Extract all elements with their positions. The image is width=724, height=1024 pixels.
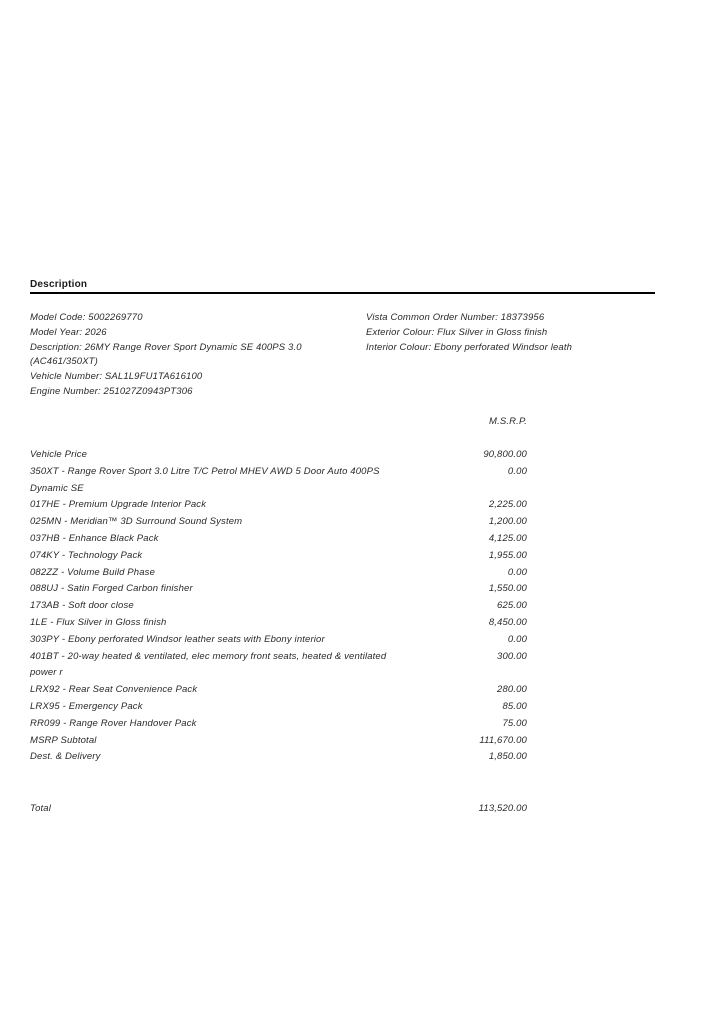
item-description xyxy=(30,699,143,716)
item-amount: 0.00 xyxy=(507,465,527,477)
info-line: Model Year: 2026 xyxy=(30,326,107,338)
pricing-row xyxy=(30,699,527,716)
item-description xyxy=(30,447,87,464)
item-description-line: Vehicle Price xyxy=(30,449,88,460)
item-description-line: 088UJ - Satin Forged Carbon finisher xyxy=(30,583,193,595)
pricing-row xyxy=(30,682,527,699)
item-description xyxy=(30,497,206,514)
item-description xyxy=(30,649,386,683)
item-description xyxy=(30,682,197,699)
pricing-row xyxy=(30,447,527,464)
item-amount: 1,550.00 xyxy=(488,583,527,595)
item-description xyxy=(30,749,101,766)
pricing-row xyxy=(30,598,527,615)
item-amount: 1,955.00 xyxy=(488,549,527,561)
pricing-row xyxy=(30,716,527,733)
item-amount: 300.00 xyxy=(497,650,527,662)
info-line: Engine Number: 251027Z0943PT306 xyxy=(30,385,193,397)
item-amount: 0.00 xyxy=(507,566,527,578)
item-amount: 4,125.00 xyxy=(488,532,527,544)
pricing-row xyxy=(30,464,527,498)
item-description xyxy=(30,615,166,632)
item-description xyxy=(30,632,325,649)
item-description-line: 173AB - Soft door close xyxy=(30,600,134,612)
item-description-line: power r xyxy=(30,667,63,679)
info-line: Interior Colour: Ebony perforated Windsor leath xyxy=(366,341,573,353)
item-amount: 75.00 xyxy=(502,717,527,729)
total-label: Total xyxy=(30,803,51,814)
item-description-line: Dest. & Delivery xyxy=(30,751,101,763)
item-description-line: 082ZZ - Volume Build Phase xyxy=(30,566,155,578)
item-description xyxy=(30,598,134,615)
info-line: Exterior Colour: Flux Silver in Gloss finish xyxy=(366,326,548,338)
pricing-row xyxy=(30,531,527,548)
pricing-items-list xyxy=(30,447,527,766)
total-amount: 113,520.00 xyxy=(478,803,527,814)
vehicle-info-right-column xyxy=(366,311,701,355)
item-description xyxy=(30,531,159,548)
item-amount: 111,670.00 xyxy=(479,734,527,746)
item-description xyxy=(30,581,193,598)
pricing-row xyxy=(30,497,527,514)
item-description xyxy=(30,548,142,565)
pricing-row xyxy=(30,548,527,565)
item-amount: 1,850.00 xyxy=(488,751,527,763)
pricing-row xyxy=(30,749,527,766)
item-description-line: 074KY - Technology Pack xyxy=(30,549,143,561)
item-description-line: RR099 - Range Rover Handover Pack xyxy=(30,717,197,729)
item-description-line: 017HE - Premium Upgrade Interior Pack xyxy=(30,499,207,511)
pricing-row xyxy=(30,565,527,582)
item-amount: 625.00 xyxy=(497,600,527,612)
pricing-row xyxy=(30,632,527,649)
item-amount: 8,450.00 xyxy=(488,616,527,628)
item-amount: 85.00 xyxy=(502,700,527,712)
item-amount: 1,200.00 xyxy=(488,516,527,528)
pricing-row xyxy=(30,615,527,632)
item-description-line: LRX95 - Emergency Pack xyxy=(30,700,143,712)
item-description-line: MSRP Subtotal xyxy=(30,734,97,746)
item-amount: 280.00 xyxy=(497,684,527,696)
item-description-line: 025MN - Meridian™ 3D Surround Sound System xyxy=(30,516,243,528)
item-description-line: 401BT - 20-way heated & ventilated, elec memory front seats, heated & ventilated xyxy=(30,650,387,662)
section-title: Description xyxy=(30,279,88,290)
item-description xyxy=(30,464,380,498)
item-description-line: LRX92 - Rear Seat Convenience Pack xyxy=(30,684,198,696)
item-description xyxy=(30,565,155,582)
info-line: Model Code: 5002269770 xyxy=(30,312,143,323)
pricing-row xyxy=(30,733,527,750)
info-line: Description: 26MY Range Rover Sport Dynamic SE 400PS 3.0 xyxy=(30,341,302,353)
info-line: Vehicle Number: SAL1L9FU1TA616100 xyxy=(30,371,203,383)
info-line: (AC461/350XT) xyxy=(30,356,98,368)
item-amount: 90,800.00 xyxy=(483,449,527,460)
item-amount: 0.00 xyxy=(507,633,527,645)
item-description-line: 303PY - Ebony perforated Windsor leather seats with Ebony interior xyxy=(30,633,325,645)
item-description-line: 037HB - Enhance Black Pack xyxy=(30,532,159,544)
item-description-line: Dynamic SE xyxy=(30,482,84,494)
info-line: Vista Common Order Number: 18373956 xyxy=(366,312,545,323)
msrp-column-header: M.S.R.P. xyxy=(489,416,527,427)
total-row xyxy=(30,801,527,818)
item-amount: 2,225.00 xyxy=(488,499,527,511)
section-underline xyxy=(30,292,655,294)
item-description xyxy=(30,514,242,531)
pricing-row xyxy=(30,649,527,683)
pricing-row xyxy=(30,514,527,531)
item-description-line: 350XT - Range Rover Sport 3.0 Litre T/C Petrol MHEV AWD 5 Door Auto 400PS xyxy=(30,465,380,477)
item-description xyxy=(30,716,197,733)
vehicle-info-left-column xyxy=(30,311,370,400)
item-description xyxy=(30,733,97,750)
pricing-row xyxy=(30,581,527,598)
item-description-line: 1LE - Flux Silver in Gloss finish xyxy=(30,616,167,628)
